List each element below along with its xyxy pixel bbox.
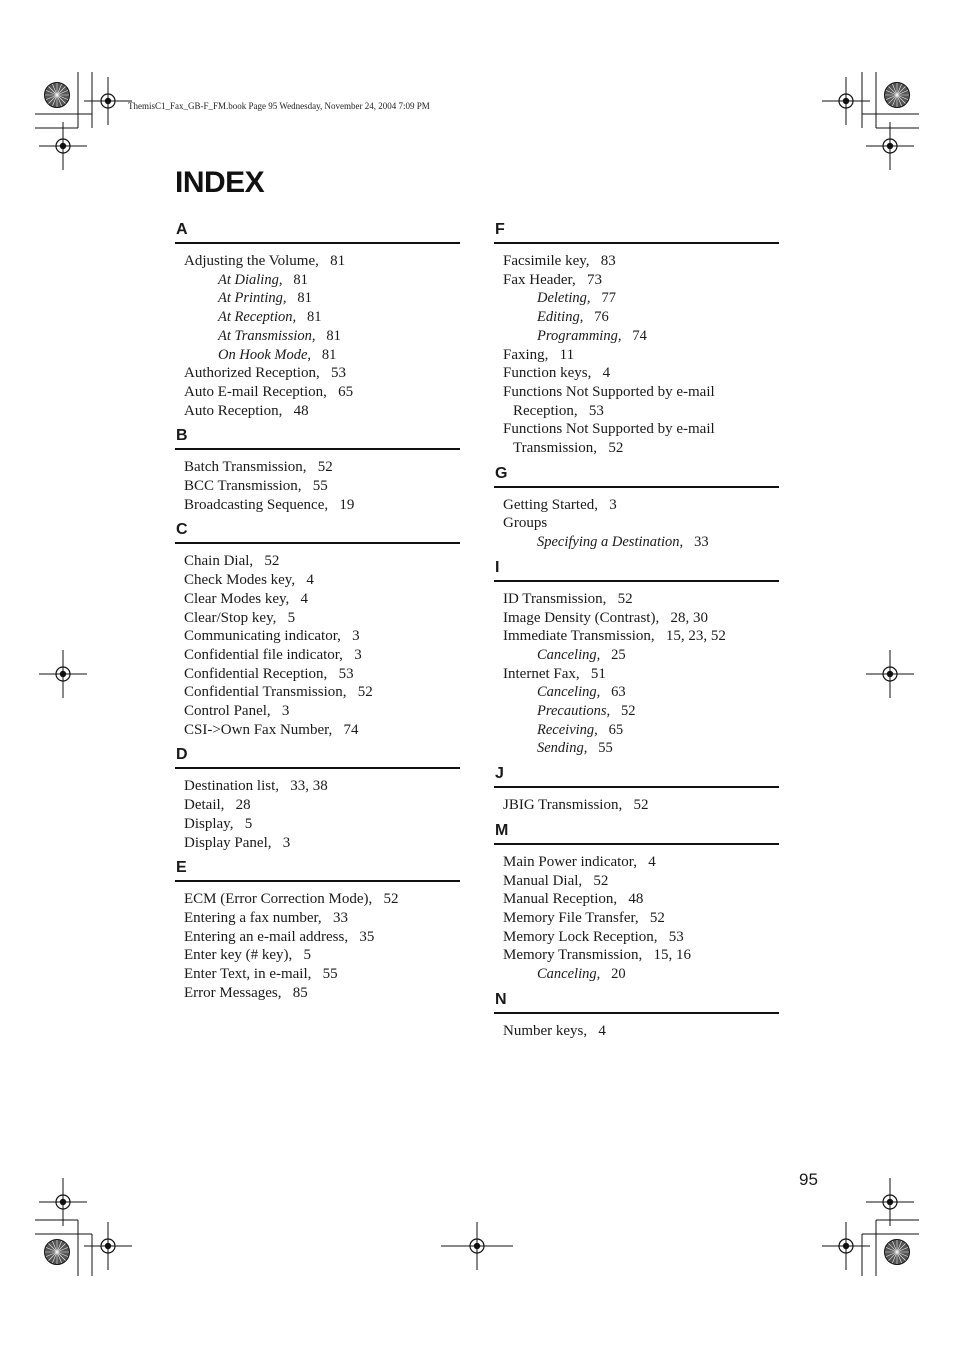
section-divider (175, 880, 460, 882)
entry-page-ref[interactable]: 25 (611, 646, 626, 663)
entry-term: Adjusting the Volume, (184, 253, 319, 269)
index-entry (503, 496, 779, 515)
registration-target-icon (866, 650, 914, 698)
entry-term: Display Panel, (184, 834, 272, 851)
entry-term: At Dialing, (218, 271, 283, 288)
index-section-e (175, 858, 460, 1002)
index-entry (503, 402, 779, 421)
section-divider (494, 580, 779, 582)
index-entry (184, 702, 460, 721)
index-subentry (503, 739, 779, 758)
index-entry (184, 909, 460, 928)
index-entry (503, 364, 779, 383)
index-entry (184, 496, 460, 515)
index-entry (184, 590, 460, 609)
index-section-c (175, 520, 460, 739)
index-subentry (503, 721, 779, 740)
entry-term: Error Messages, (184, 984, 282, 1001)
entry-page-ref[interactable]: 53 (331, 365, 347, 382)
entry-term: Groups (503, 515, 548, 532)
entry-term: Destination list, (184, 778, 279, 795)
entry-term: Chain Dial, (184, 553, 254, 570)
index-subentry (503, 683, 779, 702)
index-entry-list (175, 458, 460, 514)
entry-term: Entering an e-mail address, (184, 928, 349, 945)
section-divider (175, 242, 460, 244)
index-entry (184, 984, 460, 1003)
entry-page-ref[interactable]: 55 (322, 966, 338, 983)
index-section-n (494, 990, 779, 1041)
section-letter: J (495, 765, 504, 783)
entry-term: Functions Not Supported by e-mail (503, 383, 715, 400)
index-entry-list (494, 853, 779, 984)
index-column-right (494, 220, 779, 1047)
index-entry-list (175, 777, 460, 852)
entry-term: Confidential file indicator, (184, 646, 343, 663)
index-entry-list (494, 252, 779, 458)
index-entry (184, 609, 460, 628)
index-entry (184, 383, 460, 402)
entry-term: On Hook Mode, (218, 346, 312, 363)
index-subentry (503, 646, 779, 665)
index-entry (184, 402, 460, 421)
entry-page-ref[interactable]: 52 (633, 797, 649, 814)
index-entry (503, 252, 779, 271)
index-entry (184, 627, 460, 646)
index-entry (503, 627, 779, 646)
index-entry (503, 665, 779, 684)
entry-page-ref[interactable]: 76 (594, 309, 609, 326)
index-section-j (494, 764, 779, 815)
entry-term: CSI->Own Fax Number, (184, 721, 333, 738)
entry-term: Auto E-mail Reception, (184, 383, 327, 400)
section-letter: M (495, 821, 509, 839)
entry-term: Memory File Transfer, (503, 909, 639, 926)
entry-page-ref[interactable]: 3 (609, 496, 617, 513)
index-subentry (503, 533, 779, 552)
section-divider (175, 448, 460, 450)
registration-rosette-icon (885, 83, 910, 108)
section-letter: E (176, 859, 187, 877)
index-subentry (184, 289, 460, 308)
entry-term: Internet Fax, (503, 665, 580, 682)
entry-term: Reception, (513, 402, 578, 419)
entry-page-ref[interactable]: 3 (282, 834, 291, 851)
index-entry (503, 853, 779, 872)
section-divider (494, 1012, 779, 1014)
index-subentry (184, 271, 460, 290)
entry-page-ref[interactable]: 19 (339, 496, 355, 513)
entry-page-ref[interactable]: 15, 23, 52 (665, 628, 726, 645)
entry-page-ref[interactable]: 65 (608, 721, 624, 738)
entry-term: ECM (Error Correction Mode), (184, 891, 373, 908)
entry-term: Enter Text, in e-mail, (184, 966, 312, 983)
index-entry (184, 890, 460, 909)
entry-term: Enter key (# key), (184, 947, 293, 964)
registration-rosette-icon (45, 83, 70, 108)
entry-page-ref[interactable]: 28, 30 (670, 609, 708, 626)
entry-page-ref[interactable]: 4 (602, 365, 611, 382)
index-entry (184, 571, 460, 590)
index-entry (184, 796, 460, 815)
entry-term: Programming, (537, 327, 622, 344)
index-entry (184, 646, 460, 665)
index-entry (503, 909, 779, 928)
index-section-d (175, 745, 460, 852)
registration-target-icon (39, 122, 87, 170)
entry-page-ref[interactable]: 3 (281, 703, 290, 720)
section-divider (494, 486, 779, 488)
entry-page-ref[interactable]: 3 (354, 646, 362, 663)
index-entry (503, 796, 779, 815)
entry-page-ref[interactable]: 53 (668, 928, 684, 945)
entry-term: Receiving, (537, 721, 598, 738)
entry-page-ref[interactable]: 53 (338, 665, 354, 682)
index-entry-list (175, 252, 460, 420)
entry-page-ref[interactable]: 52 (593, 872, 609, 889)
entry-term: Deleting, (537, 290, 591, 307)
entry-page-ref[interactable]: 81 (297, 290, 312, 307)
index-entry (184, 552, 460, 571)
index-entry (184, 364, 460, 383)
registration-target-icon (84, 1222, 132, 1270)
print-header-line: ThemisC1_Fax_GB-F_FM.book Page 95 Wednesday, November 24, 2004 7:09 PM (128, 101, 430, 111)
entry-term: Immediate Transmission, (503, 628, 655, 645)
entry-term: Clear Modes key, (184, 590, 290, 607)
entry-term: Communicating indicator, (184, 628, 341, 645)
section-divider (175, 542, 460, 544)
entry-page-ref[interactable]: 33 (332, 909, 348, 926)
entry-term: Broadcasting Sequence, (184, 496, 329, 513)
entry-page-ref[interactable]: 52 (317, 459, 333, 476)
entry-term: Check Modes key, (184, 572, 296, 589)
index-section-m (494, 821, 779, 984)
registration-target-icon (822, 1222, 870, 1270)
index-entry-list (494, 796, 779, 815)
page-title: INDEX (175, 166, 265, 199)
entry-page-ref[interactable]: 51 (590, 665, 606, 682)
entry-term: At Reception, (218, 309, 297, 326)
entry-page-ref[interactable]: 65 (338, 383, 354, 400)
index-subentry (503, 327, 779, 346)
entry-term: Specifying a Destination, (537, 534, 684, 551)
entry-term: Fax Header, (503, 271, 576, 288)
index-entry (184, 815, 460, 834)
entry-term: Canceling, (537, 966, 601, 983)
entry-term: Functions Not Supported by e-mail (503, 421, 715, 438)
entry-page-ref[interactable]: 81 (306, 309, 322, 326)
entry-page-ref[interactable]: 48 (293, 402, 309, 419)
section-divider (175, 767, 460, 769)
index-subentry (184, 327, 460, 346)
entry-page-ref[interactable]: 4 (300, 590, 308, 607)
entry-term: Manual Dial, (503, 872, 583, 889)
entry-term: Editing, (537, 309, 584, 326)
entry-page-ref[interactable]: 83 (600, 253, 616, 269)
entry-term: Getting Started, (503, 496, 598, 513)
section-letter: G (495, 464, 508, 482)
registration-target-icon (866, 1178, 914, 1226)
section-divider (494, 843, 779, 845)
registration-target-icon (822, 77, 870, 125)
index-entry (503, 1022, 779, 1041)
entry-term: Number keys, (503, 1022, 588, 1039)
entry-page-ref[interactable]: 55 (598, 740, 613, 757)
entry-term: Facsimile key, (503, 253, 590, 269)
entry-page-ref[interactable]: 3 (352, 628, 360, 645)
entry-page-ref[interactable]: 73 (586, 271, 602, 288)
entry-page-ref[interactable]: 85 (292, 984, 308, 1001)
index-entry (503, 890, 779, 909)
index-entry (184, 665, 460, 684)
index-entry-list (494, 590, 779, 758)
entry-term: JBIG Transmission, (503, 797, 623, 814)
entry-page-ref[interactable]: 48 (628, 891, 644, 908)
index-entry (503, 590, 779, 609)
entry-page-ref[interactable]: 81 (321, 346, 337, 363)
entry-term: Precautions, (537, 703, 611, 720)
entry-page-ref[interactable]: 53 (588, 402, 604, 419)
entry-term: Canceling, (537, 646, 601, 663)
registration-target-icon (39, 650, 87, 698)
index-entry (184, 477, 460, 496)
entry-term: BCC Transmission, (184, 478, 302, 495)
section-divider (494, 242, 779, 244)
entry-term: Main Power indicator, (503, 853, 637, 870)
entry-page-ref[interactable]: 33, 38 (290, 778, 328, 795)
entry-page-ref[interactable]: 5 (303, 947, 312, 964)
entry-term: Memory Transmission, (503, 947, 643, 964)
section-letter: B (176, 427, 188, 445)
index-entry (503, 383, 779, 402)
entry-page-ref[interactable]: 52 (357, 684, 373, 701)
index-entry (503, 346, 779, 365)
entry-term: Confidential Transmission, (184, 684, 347, 701)
index-subentry (184, 346, 460, 365)
index-entry (184, 928, 460, 947)
registration-target-icon (866, 122, 914, 170)
entry-term: Faxing, (503, 346, 549, 363)
entry-term: Authorized Reception, (184, 365, 320, 382)
registration-target-icon (84, 77, 132, 125)
entry-page-ref[interactable]: 52 (264, 553, 280, 570)
section-letter: I (495, 558, 500, 576)
entry-page-ref[interactable]: 4 (598, 1022, 606, 1039)
entry-page-ref[interactable]: 11 (559, 346, 575, 363)
entry-page-ref[interactable]: 81 (293, 271, 308, 288)
index-subentry (503, 965, 779, 984)
registration-rosette-icon (885, 1240, 910, 1265)
entry-term: Sending, (537, 740, 588, 757)
index-section-f (494, 220, 779, 458)
entry-page-ref[interactable]: 63 (611, 684, 626, 701)
entry-page-ref[interactable]: 4 (648, 853, 656, 870)
index-section-g (494, 464, 779, 552)
section-letter: F (495, 221, 505, 238)
index-subentry (503, 308, 779, 327)
entry-page-ref[interactable]: 52 (608, 440, 624, 457)
entry-page-ref[interactable]: 33 (694, 534, 709, 551)
index-entry (503, 439, 779, 458)
entry-page-ref[interactable]: 35 (359, 928, 375, 945)
index-entry (503, 271, 779, 290)
index-entry (503, 514, 779, 533)
entry-term: Image Density (Contrast), (503, 609, 660, 626)
entry-term: Display, (184, 815, 234, 832)
index-column-left (175, 220, 460, 1009)
index-section-i (494, 558, 779, 758)
index-entry-list (494, 496, 779, 552)
index-entry (503, 420, 779, 439)
entry-page-ref[interactable]: 15, 16 (653, 947, 691, 964)
index-subentry (503, 702, 779, 721)
entry-term: Control Panel, (184, 703, 271, 720)
entry-term: Confidential Reception, (184, 665, 328, 682)
entry-term: Batch Transmission, (184, 459, 307, 476)
entry-term: At Transmission, (218, 327, 316, 344)
index-entry (184, 458, 460, 477)
entry-page-ref[interactable]: 74 (343, 721, 359, 738)
entry-page-ref[interactable]: 52 (383, 891, 399, 908)
entry-term: Detail, (184, 797, 225, 814)
entry-term: Auto Reception, (184, 402, 283, 419)
entry-page-ref[interactable]: 52 (617, 590, 633, 607)
index-entry (503, 928, 779, 947)
entry-page-ref[interactable]: 5 (244, 815, 253, 832)
index-section-b (175, 426, 460, 514)
entry-page-ref[interactable]: 77 (601, 290, 616, 307)
section-letter: N (495, 990, 507, 1008)
entry-page-ref[interactable]: 81 (330, 253, 346, 269)
index-subentry (184, 308, 460, 327)
entry-term: At Printing, (218, 290, 287, 307)
entry-page-ref[interactable]: 5 (287, 609, 296, 626)
registration-rosette-icon (45, 1240, 70, 1265)
entry-term: Entering a fax number, (184, 909, 322, 926)
index-entry (184, 252, 460, 271)
section-letter: D (176, 746, 188, 764)
index-entry (184, 721, 460, 740)
entry-term: Function keys, (503, 365, 592, 382)
index-entry-list (175, 552, 460, 739)
entry-term: ID Transmission, (503, 590, 607, 607)
entry-page-ref[interactable]: 4 (306, 572, 314, 589)
entry-page-ref[interactable]: 52 (649, 909, 665, 926)
entry-term: Transmission, (513, 440, 598, 457)
index-entry-list (494, 1022, 779, 1041)
entry-term: Clear/Stop key, (184, 609, 277, 626)
index-entry-list (175, 890, 460, 1002)
index-entry (184, 683, 460, 702)
entry-page-ref[interactable]: 28 (235, 797, 251, 814)
entry-page-ref[interactable]: 52 (621, 703, 636, 720)
entry-term: Manual Reception, (503, 891, 618, 908)
index-entry (184, 946, 460, 965)
entry-page-ref[interactable]: 74 (632, 327, 647, 344)
index-subentry (503, 289, 779, 308)
entry-page-ref[interactable]: 55 (312, 478, 328, 495)
section-divider (494, 786, 779, 788)
entry-term: Memory Lock Reception, (503, 928, 658, 945)
index-entry (184, 777, 460, 796)
entry-page-ref[interactable]: 20 (611, 966, 626, 983)
entry-term: Canceling, (537, 684, 601, 701)
index-entry (503, 946, 779, 965)
index-entry (503, 609, 779, 628)
index-entry (184, 965, 460, 984)
index-section-a (175, 220, 460, 420)
section-letter: A (176, 221, 188, 238)
index-entry (184, 834, 460, 853)
entry-page-ref[interactable]: 81 (326, 327, 341, 344)
index-entry (503, 872, 779, 891)
section-letter: C (176, 521, 188, 539)
page-number: 95 (799, 1170, 818, 1189)
registration-target-icon (39, 1178, 87, 1226)
